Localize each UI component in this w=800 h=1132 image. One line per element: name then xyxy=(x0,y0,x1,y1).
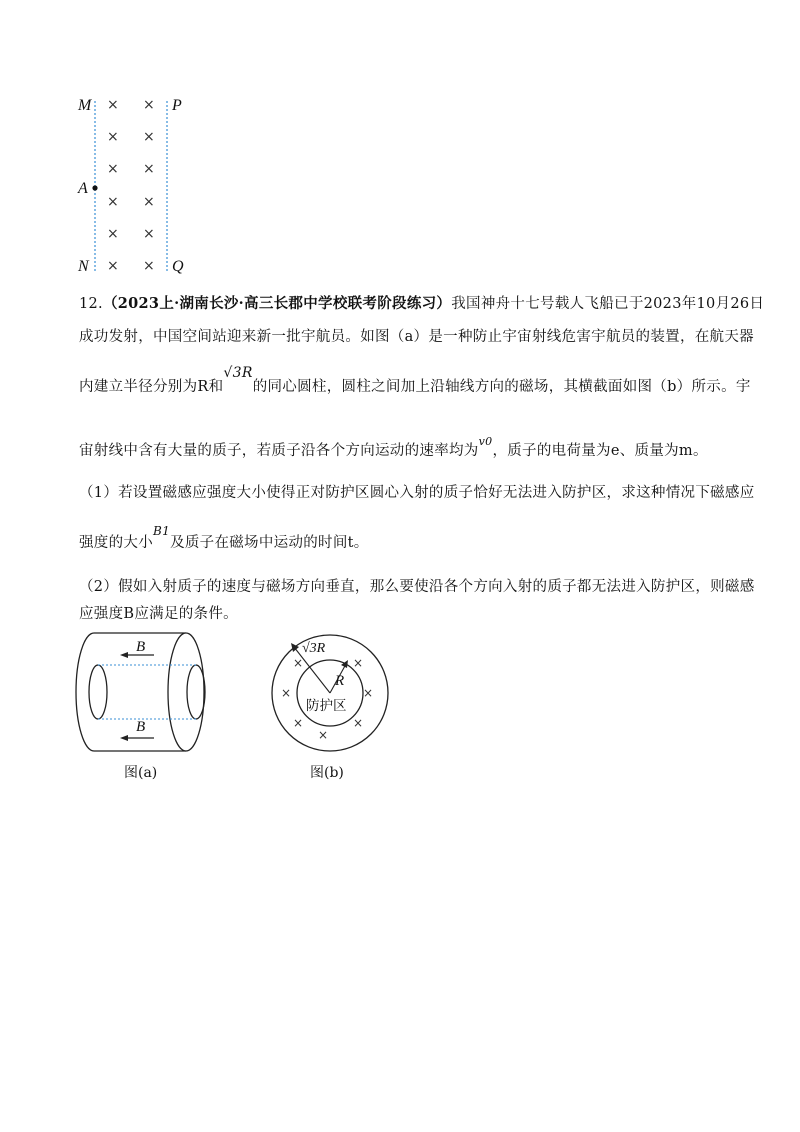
question-1-pre: 强度的大小 xyxy=(79,535,153,551)
field-cross-mark: × xyxy=(143,258,155,274)
problem-line-4-post: ，质子的电荷量为e、质量为m。 xyxy=(492,443,708,459)
fig-b-label-sqrt3r: √3R xyxy=(302,641,326,656)
problem-line-4 xyxy=(79,435,708,462)
problem-line-3 xyxy=(79,365,751,397)
label-p: P xyxy=(172,97,182,114)
field-region-svg xyxy=(70,95,200,280)
field-cross-mark: × xyxy=(143,129,155,145)
field-cross-mark: × xyxy=(107,258,119,274)
fig-b-label-r: R xyxy=(335,673,345,689)
ring-cross-mark: × xyxy=(293,656,304,670)
b1-inline: B1 xyxy=(153,524,171,538)
field-arrowhead-bottom xyxy=(120,735,128,741)
label-m: M xyxy=(78,97,92,114)
field-cross-mark: × xyxy=(143,194,155,210)
question-2-line-2: 应强度B应满足的条件。 xyxy=(79,606,238,622)
ring-cross-mark: × xyxy=(353,716,364,730)
question-1-line-2 xyxy=(79,524,369,553)
problem-line-3-pre: 内建立半径分别为R和 xyxy=(79,379,224,395)
ring-cross-mark: × xyxy=(353,656,364,670)
field-cross-mark: × xyxy=(107,129,119,145)
point-a-dot xyxy=(92,185,97,190)
ring-cross-mark: × xyxy=(363,686,374,700)
problem-line-4-pre: 宙射线中含有大量的质子，若质子沿各个方向运动的速率均为 xyxy=(79,443,479,459)
problem-line-2: 成功发射，中国空间站迎来新一批宇航员。如图（a）是一种防止宇宙射线危害宇航员的装置，在航天器 xyxy=(79,329,754,345)
problem-line-1 xyxy=(79,294,764,314)
fig-a-label-b-top: B xyxy=(136,639,146,655)
ring-cross-mark: × xyxy=(281,686,292,700)
label-a: A xyxy=(78,180,88,197)
ring-cross-mark: × xyxy=(318,728,329,742)
problem-line-3-post: 的同心圆柱，圆柱之间加上沿轴线方向的磁场，其横截面如图（b）所示。宇 xyxy=(252,379,751,395)
question-1-post: 及质子在磁场中运动的时间t。 xyxy=(170,535,369,551)
fig-b-caption: 图(b) xyxy=(310,765,344,781)
label-q: Q xyxy=(172,258,184,275)
front-outer-ellipse xyxy=(168,633,204,751)
sqrt3r-inline: √3R xyxy=(223,365,253,381)
problem-number: 12. xyxy=(79,296,103,312)
field-arrowhead-top xyxy=(120,652,128,658)
field-cross-mark: × xyxy=(107,97,119,113)
field-cross-mark: × xyxy=(107,226,119,242)
fig-a-caption: 图(a) xyxy=(124,765,158,781)
question-2-line-1: （2）假如入射质子的速度与磁场方向垂直，那么要使沿各个方向入射的质子都无法进入防护区，则磁感 xyxy=(79,579,755,595)
field-cross-mark: × xyxy=(143,226,155,242)
fig-a-label-b-bottom: B xyxy=(136,719,146,735)
protection-zone-label: 防护区 xyxy=(306,698,347,714)
label-n: N xyxy=(78,258,89,275)
problem-source: （2023上·湖南长沙·高三长郡中学校联考阶段练习） xyxy=(102,295,452,312)
field-cross-mark: × xyxy=(143,161,155,177)
v0-inline: v0 xyxy=(478,435,493,448)
ring-cross-mark: × xyxy=(293,716,304,730)
question-1-line-1: （1）若设置磁感应强度大小使得正对防护区圆心入射的质子恰好无法进入防护区，求这种情况下磁感应 xyxy=(79,485,755,501)
field-cross-mark: × xyxy=(143,97,155,113)
back-inner-ellipse xyxy=(89,665,107,719)
field-cross-mark: × xyxy=(107,161,119,177)
back-outer-arc xyxy=(76,633,94,751)
problem-line-1-text: 我国神舟十七号载人飞船已于2023年10月26日 xyxy=(451,296,765,312)
field-cross-mark: × xyxy=(107,194,119,210)
